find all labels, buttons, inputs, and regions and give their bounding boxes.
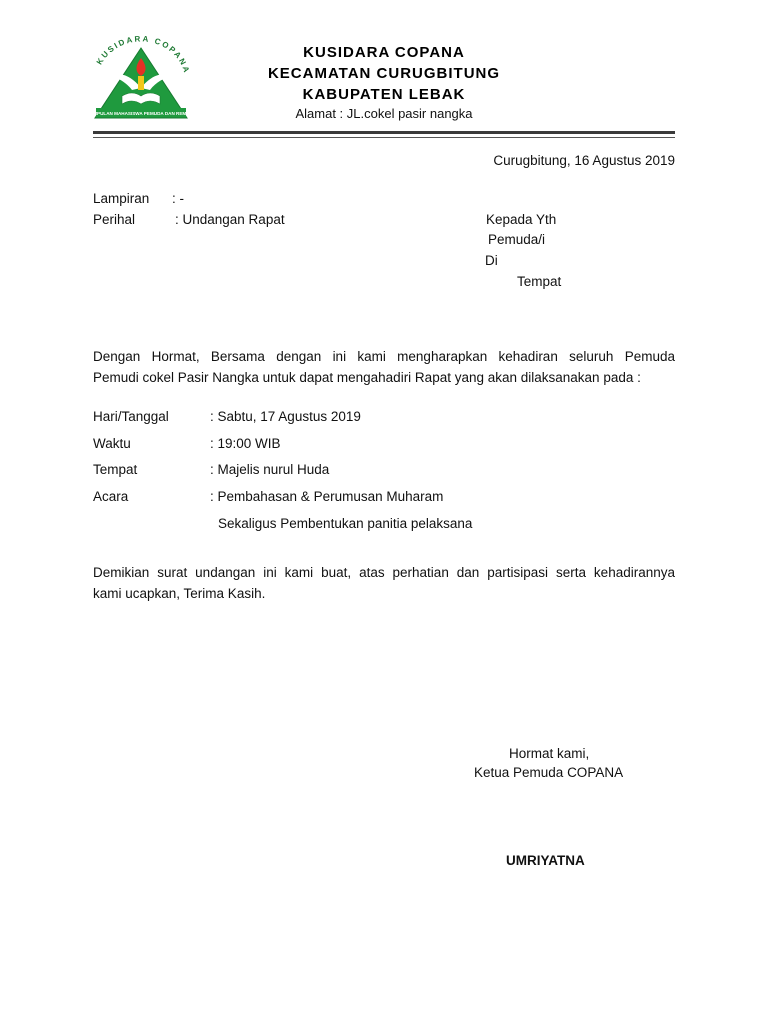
detail-label-tempat: Tempat bbox=[93, 462, 138, 477]
organization-logo bbox=[92, 32, 190, 122]
perihal-label: Perihal bbox=[93, 212, 136, 227]
detail-label-hari: Hari/Tanggal bbox=[93, 409, 169, 424]
recipient-line-3: Di bbox=[485, 253, 498, 268]
recipient-line-2: Pemuda/i bbox=[488, 232, 546, 247]
org-name: KUSIDARA COPANA bbox=[303, 44, 465, 61]
opening-paragraph bbox=[93, 346, 675, 388]
logo-banner-text: MPULAN MAHASISWA PEMUDA DAN REMA bbox=[93, 111, 190, 116]
closing-line-1: Demikian surat undangan ini kami buat, atas perhatian dan partisipasi serta kehadirannya bbox=[93, 565, 675, 580]
letterhead-divider-thick bbox=[93, 131, 675, 134]
org-regency: KABUPATEN LEBAK bbox=[302, 86, 466, 103]
recipient-line-1: Kepada Yth bbox=[486, 212, 557, 227]
opening-line-1: Dengan Hormat, Bersama dengan ini kami mengharapkan kehadiran seluruh Pemuda bbox=[93, 349, 675, 364]
detail-label-waktu: Waktu bbox=[93, 436, 131, 451]
detail-value-tempat: : Majelis nurul Huda bbox=[210, 462, 330, 477]
signature-position: Ketua Pemuda COPANA bbox=[474, 765, 624, 780]
detail-acara-continuation: Sekaligus Pembentukan panitia pelaksana bbox=[218, 516, 473, 531]
org-address: Alamat : JL.cokel pasir nangka bbox=[295, 106, 473, 121]
logo-ring-text: KUSIDARA COPAN bbox=[94, 34, 189, 69]
detail-value-hari: : Sabtu, 17 Agustus 2019 bbox=[210, 409, 361, 424]
lampiran-value: : - bbox=[172, 191, 184, 206]
signature-salutation: Hormat kami, bbox=[509, 746, 590, 761]
closing-paragraph bbox=[93, 562, 675, 604]
lampiran-label: Lampiran bbox=[93, 191, 150, 206]
detail-value-acara: : Pembahasan & Perumusan Muharam bbox=[210, 489, 444, 504]
letter-date: Curugbitung, 16 Agustus 2019 bbox=[493, 153, 675, 168]
org-district: KECAMATAN CURUGBITUNG bbox=[267, 65, 501, 82]
letterhead-divider-thin bbox=[93, 137, 675, 138]
detail-value-waktu: : 19:00 WIB bbox=[210, 436, 281, 451]
signature-name: UMRIYATNA bbox=[506, 853, 585, 868]
closing-line-2: kami ucapkan, Terima Kasih. bbox=[93, 586, 266, 601]
recipient-line-4: Tempat bbox=[517, 274, 562, 289]
logo-emblem-icon bbox=[92, 32, 190, 122]
perihal-value: : Undangan Rapat bbox=[175, 212, 285, 227]
opening-line-2: Pemudi cokel Pasir Nangka untuk dapat mengahadiri Rapat yang akan dilaksanakan pada : bbox=[93, 370, 641, 385]
detail-label-acara: Acara bbox=[93, 489, 129, 504]
